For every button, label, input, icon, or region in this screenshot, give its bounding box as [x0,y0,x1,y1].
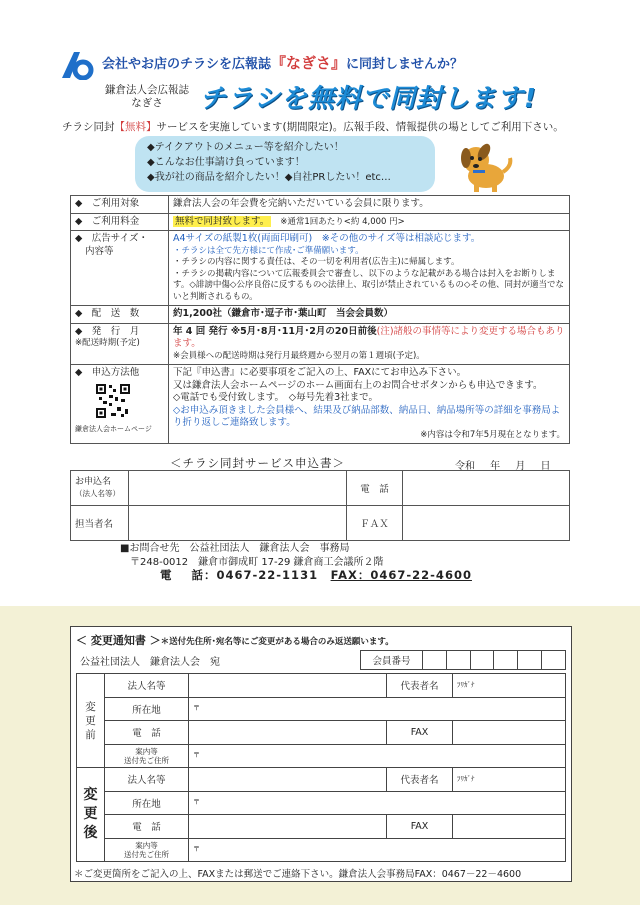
fax-label: FAX [387,721,453,745]
change-table [76,673,566,862]
after-label: 変 更 後 [77,768,105,862]
rep-after-field[interactable]: ﾌﾘｶﾞﾅ [453,768,566,792]
member-number-box[interactable] [423,651,447,670]
fax-field[interactable] [403,506,570,541]
address-before-field[interactable]: 〒 [189,697,566,721]
newsletter-label: 鎌倉法人会広報誌 なぎさ [105,84,189,109]
member-number-box[interactable] [518,651,542,670]
member-number-box[interactable] [446,651,470,670]
fax-label: FAX [387,815,453,839]
ship-label: ◆ 配 送 数 [71,306,169,324]
issue-cell: 年 4 回 発行 ※5月･8月･11月･2月の20日前後(注)諸般の事情等により変更する場合もあります。 ※会員様への配送時期は発行月最終週から翌月の第１週頃(予定)。 [169,323,570,365]
ship-value: 約1,200社（鎌倉市･逗子市･葉山町 当会会員数） [169,306,570,324]
address-label: 所在地 [105,791,189,815]
rep-label: 代表者名 [387,768,453,792]
qr-code[interactable] [95,383,131,419]
member-number-row [360,650,566,670]
phone-label: 電 話 [105,721,189,745]
apply-cell: 下記『申込書』に必要事項をご記入の上、FAXにてお申込み下さい。 又は鎌倉法人会ホームページのホーム画面右上のお問合せボタンからも申込できます。 ◇電話でも受付致します。 ◇毎号先着3社まで。 ◇お申込み頂きました会員様へ、結果及び納品部数、納品日、納品場所等の詳細を事務局より折り返しご連絡致します。 ※内容は令和7年5月現在となります。 [169,365,570,444]
before-label: 変 更 前 [77,674,105,768]
phone-label: 電 話 [105,815,189,839]
form-date: 令和 年 月 日 [455,461,551,472]
notice-title: ＜ 変更通知書 ＞＊送付先住所･宛名等にご変更がある場合のみ返送願います。 [76,634,394,647]
rep-before-field[interactable]: ﾌﾘｶﾞﾅ [453,674,566,698]
corp-before-field[interactable] [189,674,387,698]
logo-icon [60,50,94,80]
size-label: ◆ 広告サイズ・ 内容等 [71,231,169,306]
phone-field[interactable] [403,471,570,506]
fee-label: ◆ ご利用料金 [71,213,169,231]
fee-value: 無料で同封致します。 [175,215,270,227]
corp-after-field[interactable] [189,768,387,792]
fax-label: ＦＡＸ [347,506,403,541]
member-number-box[interactable] [542,651,566,670]
address-label: 所在地 [105,697,189,721]
corp-label: 法人名等 [105,768,189,792]
target-label: ◆ ご利用対象 [71,196,169,214]
service-info-table [70,195,570,444]
phone-after-field[interactable] [189,815,387,839]
footer-note: ＊ご変更箇所をご記入の上、FAXまたは郵送でご連絡下さい。鎌倉法人会事務局FAX：0467－22－4600 [74,869,522,880]
guide-before-field[interactable]: 〒 [189,744,566,768]
issue-label: ◆ 発 行 月 ※配送時期(予定) [71,323,169,365]
applicant-field[interactable] [129,471,347,506]
person-label: 担当者名 [71,506,129,541]
address-after-field[interactable]: 〒 [189,791,566,815]
form-title: ＜チラシ同封サービス申込書＞ [170,456,345,470]
notice-addressee: 公益社団法人 鎌倉法人会 宛 [80,657,220,668]
fee-cell [169,213,570,231]
dog-illustration [440,138,520,194]
guide-after-field[interactable]: 〒 [189,838,566,862]
member-number-box[interactable] [494,651,518,670]
contact-info: ■お問合せ先 公益社団法人 鎌倉法人会 事務局 〒248-0012 鎌倉市御成町 17-29 鎌倉商工会議所２階 電 話：0467-22-1131 FAX：0467-22-4600 [120,543,472,582]
phone-label: 電 話 [347,471,403,506]
applicant-label: お申込名 （法人名等） [71,471,129,506]
application-form [70,470,570,541]
phone-before-field[interactable] [189,721,387,745]
guide-label: 案内等 送付先ご住所 [105,744,189,768]
fee-note: ※通常1回あたり<約 4,000 円> [280,216,405,227]
fax-before-field[interactable] [453,721,566,745]
member-number-label: 会員番号 [361,651,423,670]
guide-label: 案内等 送付先ご住所 [105,838,189,862]
corp-label: 法人名等 [105,674,189,698]
examples-bubble: ◆テイクアウトのメニュー等を紹介したい！ ◆こんなお仕事請け負っています！ ◆我が社の商品を紹介したい！◆自社PRしたい！etc… [135,136,435,192]
member-number-box[interactable] [470,651,494,670]
rep-label: 代表者名 [387,674,453,698]
target-value: 鎌倉法人会の年会費を完納いただいている会員に限ります。 [169,196,570,214]
headline: 会社やお店のチラシを広報誌『なぎさ』に同封しませんか？ [102,54,464,72]
intro-text: チラシ同封【無料】サービスを実施しています(期間限定)。広報手段、情報提供の場としてご利用下さい。 [62,121,564,133]
apply-label: ◆ 申込方法他 鎌倉法人会ホームページ [71,365,169,444]
page-title: チラシを無料で同封します! [200,84,537,114]
size-cell: A4サイズの紙製1枚(両面印刷可) ※その他のサイズ等は相談応じます。 ・チラシは全て先方様にて作成･ご準備願います。 ・チラシの内容に関する責任は、その一切を利用者(広告主)に帰属します。 ・チラシの掲載内容について広報委員会で審査し、以下のような記載がある場合は封入をお断りします。◇誹謗中傷◇公序良俗に反するもの◇法律上、取引が禁止されているもの◇その他、同封が適当でないと判断されるもの。 [169,231,570,306]
person-field[interactable] [129,506,347,541]
fax-after-field[interactable] [453,815,566,839]
